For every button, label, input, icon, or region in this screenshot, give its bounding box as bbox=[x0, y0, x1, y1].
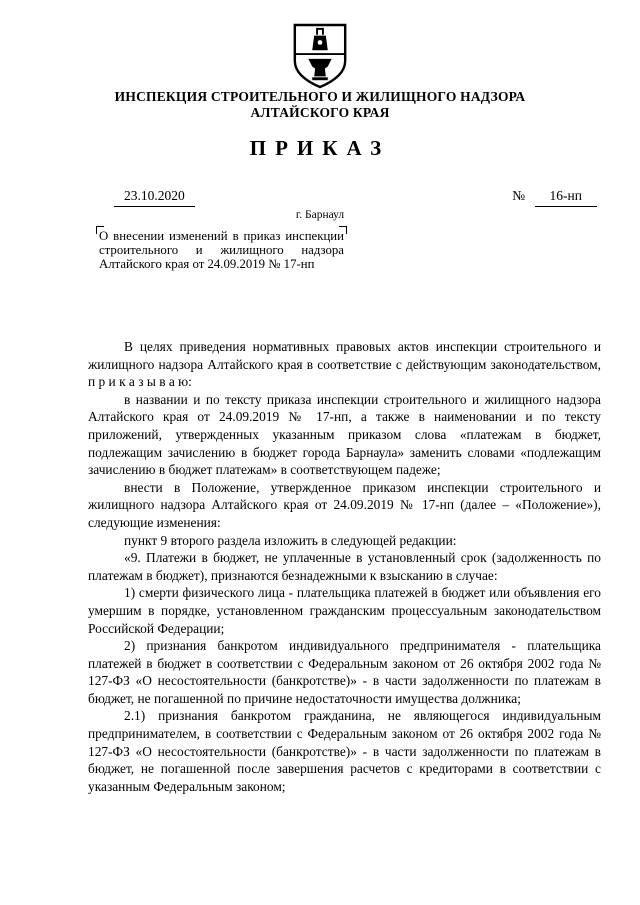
body-paragraph: В целях приведения нормативных правовых актов инспекции строительного и жилищного надзора Алтайского края в соответствие с действующим законодательством, п р и к а з ы в а ю: bbox=[88, 339, 601, 390]
date-number-row bbox=[0, 188, 640, 208]
document-number: 16-нп bbox=[535, 188, 597, 207]
body-paragraph: 2) признания банкротом индивидуального предпринимателя - плательщика платежей в бюджет в соответствии с Федеральным законом от 26 октября 2002 года № 127-ФЗ «О несостоятельности (банкротстве)» - в части задолженности по платежам в бюджет, не погашенной по причине недостаточности имущества должника; bbox=[88, 638, 601, 706]
body-paragraph: в названии и по тексту приказа инспекции строительного и жилищного надзора Алтайского края от 24.09.2019 № 17-нп, а также в наименовании и по тексту приложений, утвержденных указанным приказом слова «платежам в бюджет, подлежащим зачислению в бюджет города Барнаула» заменить словами «подлежащим зачислению в бюджет платежам» в соответствующем падеже; bbox=[88, 391, 601, 478]
org-name-line1: ИНСПЕКЦИЯ СТРОИТЕЛЬНОГО И ЖИЛИЩНОГО НАДЗОРА bbox=[114, 89, 526, 104]
document-title-block bbox=[99, 230, 344, 271]
document-type-heading: ПРИКАЗ bbox=[249, 136, 391, 160]
body-paragraph: 2.1) признания банкротом гражданина, не являющегося индивидуальным предпринимателем, в соответствии с Федеральным законом от 26 октября 2002 года № 127-ФЗ «О несостоятельности (банкротстве)» - в части задолженности по платежам в бюджет, не погашенной после завершения расчетов с кредиторами в соответствии с указанным Федеральным законом; bbox=[88, 708, 601, 794]
document-title: О внесении изменений в приказ инспекции строительного и жилищного надзора Алтайского края от 24.09.2019 № 17-нп bbox=[99, 229, 344, 271]
body-paragraph: 1) смерти физического лица - плательщика платежей в бюджет или объявления его умершим в порядке, установленном гражданским процессуальным законодательством Российской Федерации; bbox=[88, 585, 601, 636]
document-body bbox=[88, 338, 601, 795]
number-sign: № bbox=[512, 188, 526, 203]
corner-mark-left-icon bbox=[96, 226, 104, 234]
document-number-group bbox=[512, 188, 597, 207]
org-name bbox=[0, 89, 640, 120]
body-paragraph: «9. Платежи в бюджет, не уплаченные в установленный срок (задолженность по платежам в бюджет), признаются безнадежными к взысканию в случае: bbox=[88, 550, 601, 583]
body-paragraph: внести в Положение, утвержденное приказом инспекции строительного и жилищного надзора Алтайского края от 24.09.2019 № 17-нп (далее – «Положение»), следующие изменения: bbox=[88, 479, 601, 530]
org-name-line2: АЛТАЙСКОГО КРАЯ bbox=[250, 104, 390, 120]
body-paragraph: пункт 9 второго раздела изложить в следующей редакции: bbox=[124, 532, 457, 548]
document-city: г. Барнаул bbox=[295, 209, 345, 221]
corner-mark-right-icon bbox=[339, 226, 347, 234]
document-date: 23.10.2020 bbox=[114, 188, 195, 207]
coat-of-arms-icon bbox=[289, 22, 351, 90]
